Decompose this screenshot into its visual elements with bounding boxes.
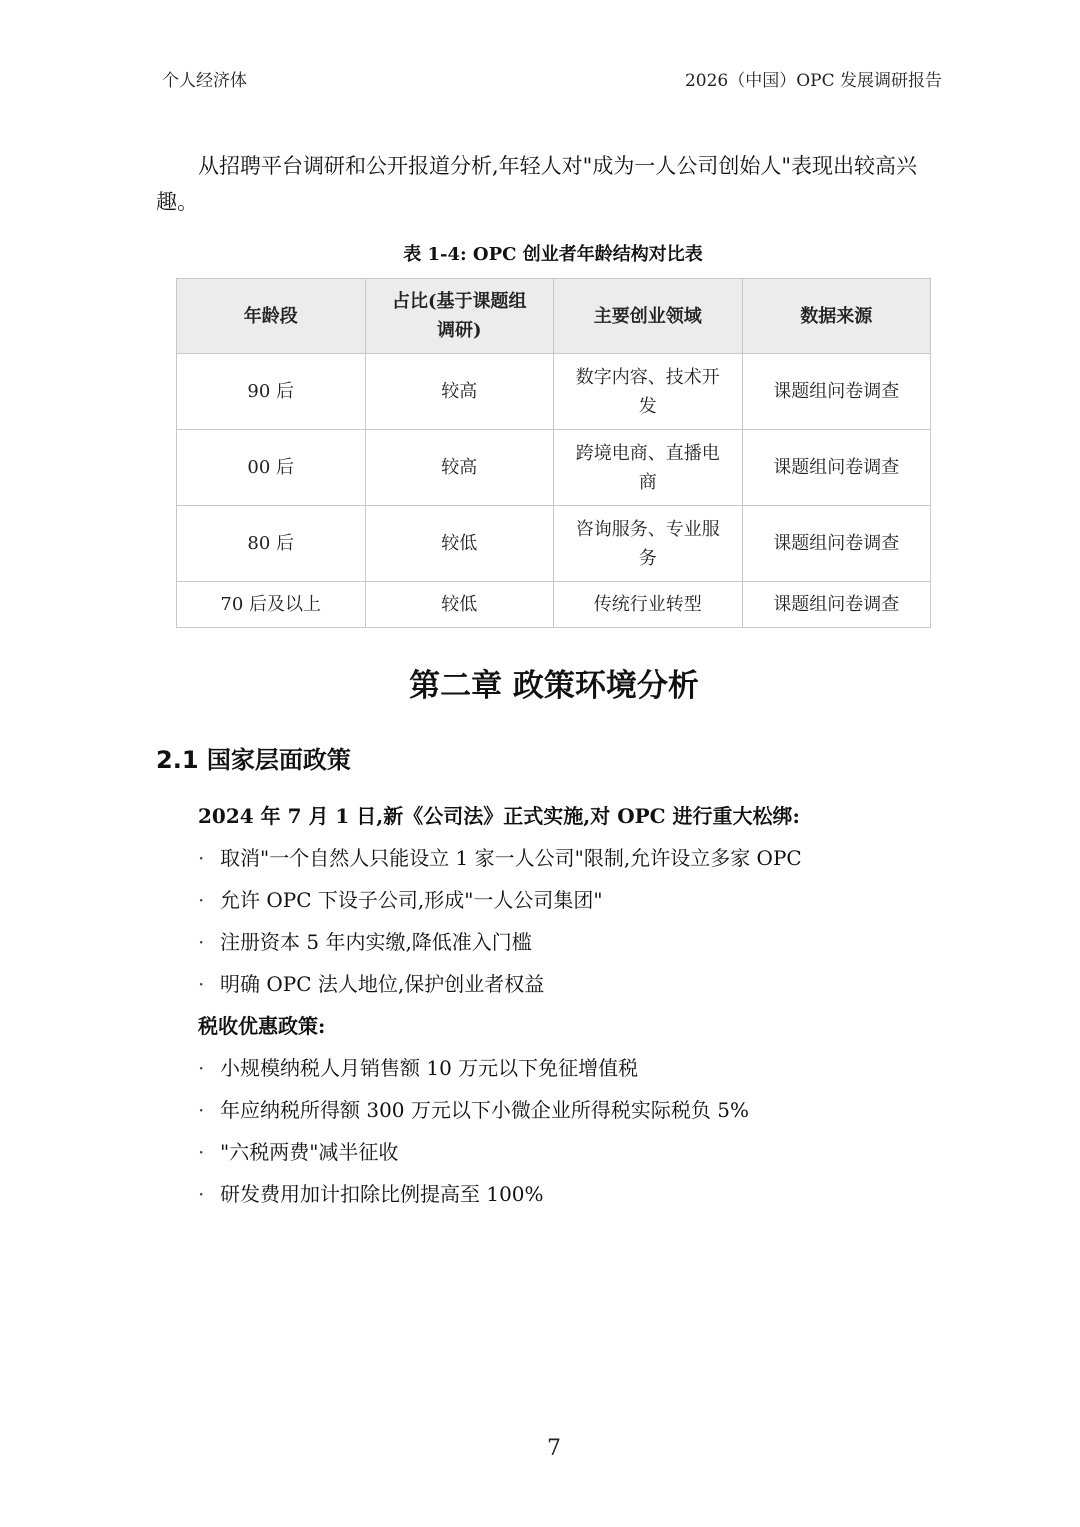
bullet-icon: ·: [198, 1098, 205, 1122]
header-age: 年龄段: [177, 279, 366, 354]
company-law-lead: 2024 年 7 月 1 日,新《公司法》正式实施,对 OPC 进行重大松绑:: [198, 804, 800, 828]
list-item-text: 允许 OPC 下设子公司,形成"一人公司集团": [220, 888, 603, 912]
table-row: [177, 354, 931, 430]
list-item: [198, 1176, 958, 1218]
intro-paragraph: [156, 148, 956, 220]
table-row: [177, 582, 931, 628]
list-item-text: 明确 OPC 法人地位,保护创业者权益: [220, 972, 545, 996]
bullet-icon: ·: [198, 1056, 205, 1080]
page-header: [162, 66, 942, 91]
bullet-icon: ·: [198, 1140, 205, 1164]
cell-source: 课题组问卷调查: [742, 430, 931, 506]
cell-field: 数字内容、技术开发: [554, 354, 743, 430]
list-item: [198, 924, 958, 966]
list-item-text: 注册资本 5 年内实缴,降低准入门槛: [220, 930, 532, 954]
list-item: [198, 840, 958, 882]
cell-field: 咨询服务、专业服务: [554, 506, 743, 582]
header-share: 占比(基于课题组调研): [365, 279, 554, 354]
bullet-icon: ·: [198, 1182, 205, 1206]
cell-share: 较低: [365, 582, 554, 628]
cell-share: 较高: [365, 430, 554, 506]
list-item: [198, 1134, 958, 1176]
cell-share: 较高: [365, 354, 554, 430]
list-item: [198, 1050, 958, 1092]
table-caption: 表 1-4: OPC 创业者年龄结构对比表: [403, 244, 703, 265]
header-source: 数据来源: [742, 279, 931, 354]
cell-source: 课题组问卷调查: [742, 506, 931, 582]
list-item: [198, 966, 958, 1008]
cell-field: 传统行业转型: [554, 582, 743, 628]
cell-field: 跨境电商、直播电商: [554, 430, 743, 506]
table-header-row: [177, 279, 931, 354]
chapter-title: 第二章 政策环境分析: [409, 668, 699, 704]
table-row: [177, 506, 931, 582]
page-number: 7: [547, 1436, 561, 1461]
bullet-icon: ·: [198, 888, 205, 912]
list-item: [198, 1092, 958, 1134]
list-item-text: 年应纳税所得额 300 万元以下小微企业所得税实际税负 5%: [220, 1098, 749, 1122]
age-structure-table: [176, 278, 931, 628]
cell-age: 00 后: [177, 430, 366, 506]
list-item: [198, 882, 958, 924]
intro-line-1: 从招聘平台调研和公开报道分析,年轻人对"成为一人公司创始人"表现出较高兴: [198, 154, 917, 178]
header-left: 个人经济体: [162, 71, 247, 91]
section-title: 2.1 国家层面政策: [156, 746, 351, 774]
header-field: 主要创业领域: [554, 279, 743, 354]
policy-content: [198, 798, 958, 1218]
list-item-text: "六税两费"减半征收: [220, 1140, 399, 1164]
bullet-icon: ·: [198, 930, 205, 954]
intro-line-2: 趣。: [156, 190, 198, 214]
header-right: 2026（中国）OPC 发展调研报告: [684, 71, 942, 91]
bullet-icon: ·: [198, 972, 205, 996]
cell-share: 较低: [365, 506, 554, 582]
cell-age: 70 后及以上: [177, 582, 366, 628]
tax-lead: 税收优惠政策:: [198, 1014, 326, 1038]
table-row: [177, 430, 931, 506]
cell-age: 80 后: [177, 506, 366, 582]
list-item-text: 小规模纳税人月销售额 10 万元以下免征增值税: [220, 1056, 639, 1080]
list-item-text: 取消"一个自然人只能设立 1 家一人公司"限制,允许设立多家 OPC: [220, 846, 802, 870]
cell-age: 90 后: [177, 354, 366, 430]
cell-source: 课题组问卷调查: [742, 354, 931, 430]
cell-source: 课题组问卷调查: [742, 582, 931, 628]
list-item-text: 研发费用加计扣除比例提高至 100%: [220, 1182, 544, 1206]
bullet-icon: ·: [198, 846, 205, 870]
